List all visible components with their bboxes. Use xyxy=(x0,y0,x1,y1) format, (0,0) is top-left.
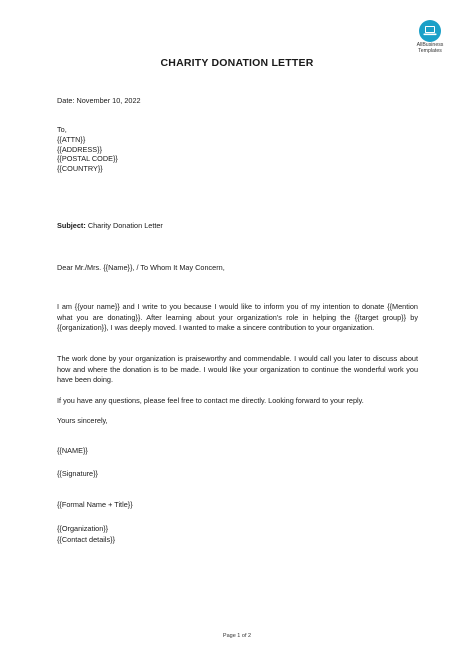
subject-label: Subject: xyxy=(57,221,86,230)
salutation: Dear Mr./Mrs. {{Name}}, / To Whom It May Concern, xyxy=(57,263,225,272)
page-number: Page 1 of 2 xyxy=(222,633,252,639)
recipient-address xyxy=(57,125,118,174)
logo-text-line1: AllBusiness xyxy=(416,42,444,48)
organization-placeholder: {{Organization}} xyxy=(57,524,109,533)
body-paragraph-3: If you have any questions, please feel free to contact me directly. Looking forward to your reply. xyxy=(57,396,364,405)
address-line: {{ADDRESS}} xyxy=(57,144,103,154)
address-line: To, xyxy=(57,125,67,134)
formal-name-title: {{Formal Name + Title}} xyxy=(57,500,133,509)
date-line: Date: November 10, 2022 xyxy=(57,96,141,105)
allbusiness-logo xyxy=(405,20,455,54)
document-title: CHARITY DONATION LETTER xyxy=(160,57,314,69)
closing: Yours sincerely, xyxy=(57,416,108,425)
address-line: {{COUNTRY}} xyxy=(57,164,103,174)
signature-placeholder: {{Signature}} xyxy=(57,469,98,478)
body-paragraph-2: The work done by your organization is praiseworthy and commendable. I would call you later to discuss about how and where the donation is to be made. I would like your organization to continue the wonderful work you have been doing. xyxy=(57,354,418,385)
subject-text: Charity Donation Letter xyxy=(85,221,163,230)
name-placeholder: {{NAME}} xyxy=(57,446,88,455)
contact-details: {{Contact details}} xyxy=(57,535,116,544)
logo-text-line2: Templates xyxy=(418,48,442,54)
body-paragraph-1: I am {{your name}} and I write to you because I would like to inform you of my intention to donate {{Mention what you are donating}}. After learning about your organization’s role in helping the {{target group}} by {{organization}}, I was deeply moved. I wanted to make a sincere contribution to your organization. xyxy=(57,302,418,333)
address-line: {{POSTAL CODE}} xyxy=(57,154,118,164)
laptop-icon xyxy=(419,20,441,42)
subject-line xyxy=(57,221,163,231)
address-line: {{ATTN}} xyxy=(57,134,86,144)
